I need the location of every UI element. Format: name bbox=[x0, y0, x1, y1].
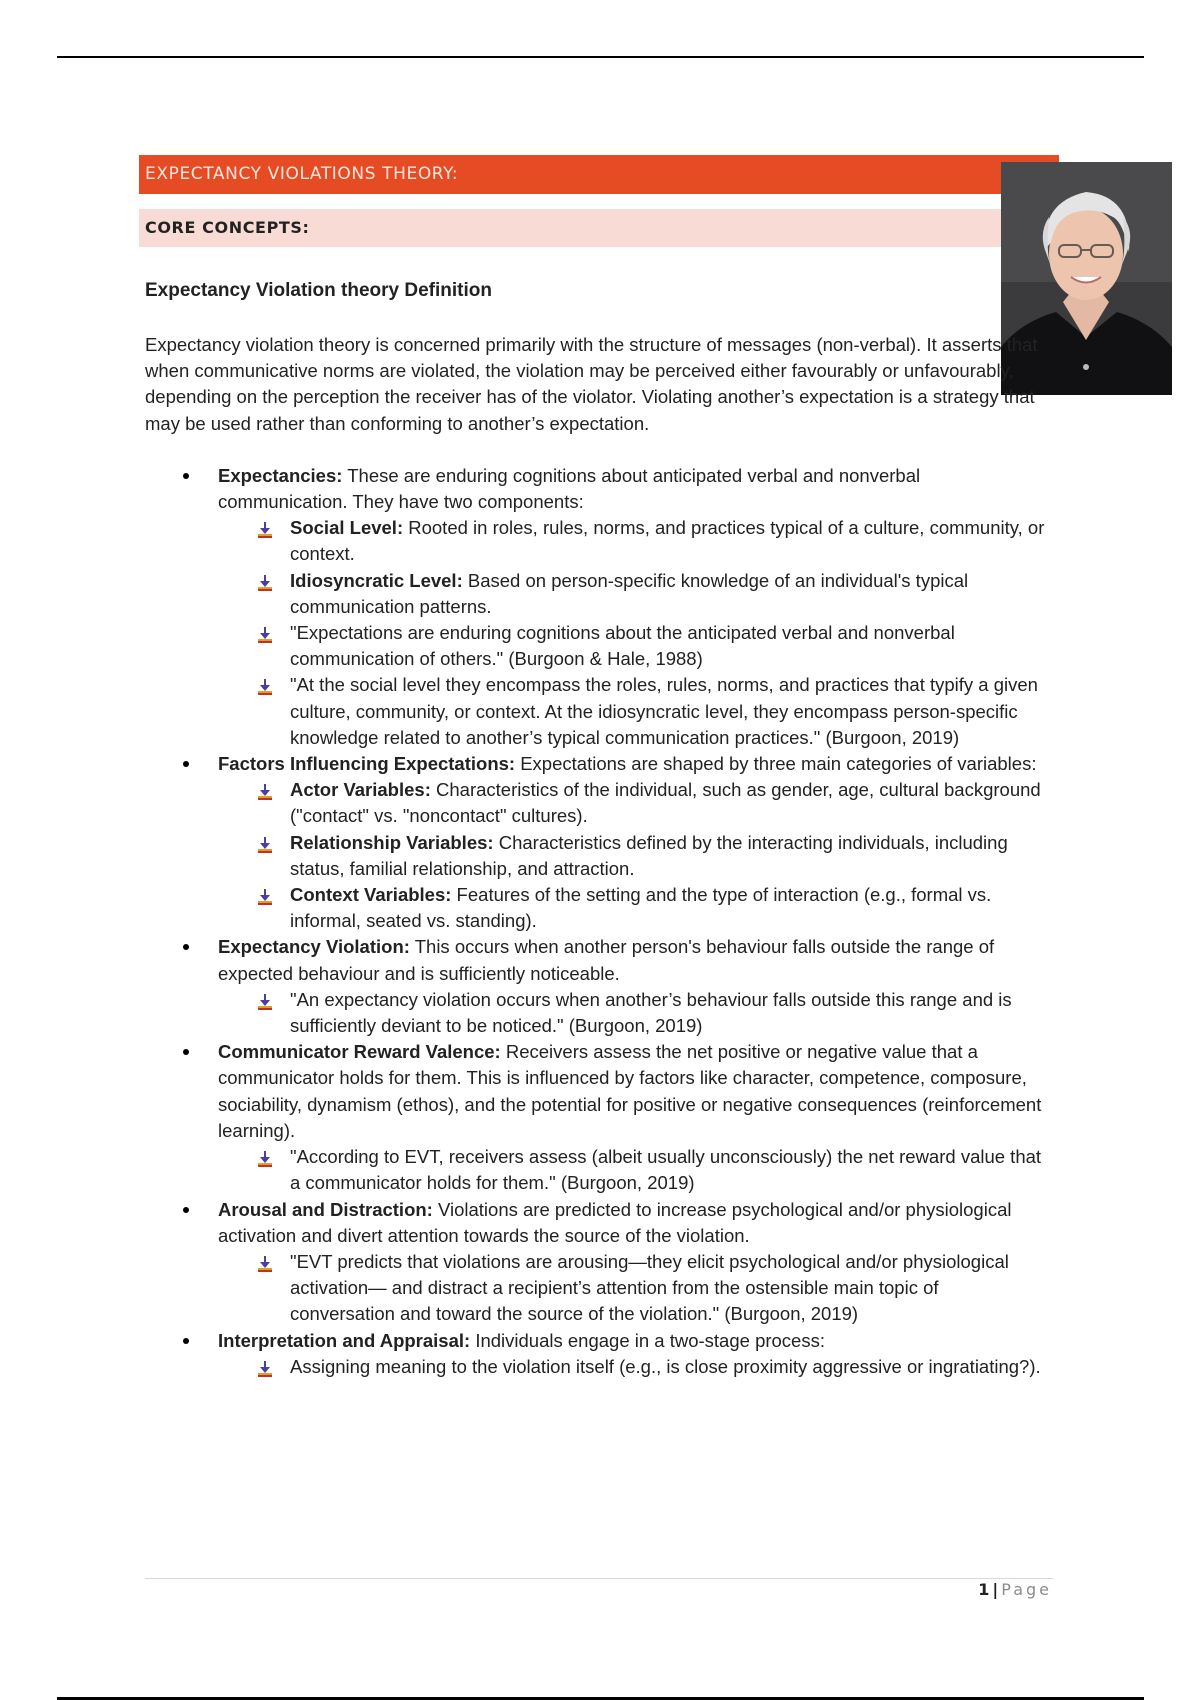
bullet-icon bbox=[183, 1207, 189, 1213]
bullet-icon bbox=[183, 761, 189, 767]
arrow-bullet-icon bbox=[255, 676, 275, 696]
sub-list-item bbox=[145, 1249, 1045, 1328]
definition-heading: Expectancy Violation theory Definition bbox=[145, 280, 492, 301]
concept-term: Communicator Reward Valence: bbox=[218, 1041, 501, 1063]
definition-paragraph: Expectancy violation theory is concerned primarily with the structure of messages (non-verbal). It asserts that when communicative norms are violated, the violation may be perceived either favourably or unfavourably, depending on the perception the receiver has of the violator. Violating another’s expectation is a strategy that may be used rather than conforming to another’s expectation. bbox=[145, 334, 1038, 434]
page-number-value: 1 bbox=[978, 1580, 990, 1599]
arrow-bullet-icon bbox=[255, 991, 275, 1011]
arrow-bullet-icon bbox=[255, 1358, 275, 1378]
sub-text: Rooted in roles, rules, norms, and practices typical of a culture, community, or context. bbox=[290, 517, 1045, 565]
list-item bbox=[145, 463, 1045, 751]
sub-text: Assigning meaning to the violation itself (e.g., is close proximity aggressive or ingratiating?). bbox=[290, 1355, 1041, 1377]
bullet-icon bbox=[183, 944, 189, 950]
sub-list bbox=[218, 987, 1045, 1039]
sub-list-item bbox=[145, 515, 1045, 567]
sub-list-item bbox=[145, 987, 1045, 1039]
concept-text: Expectations are shaped by three main categories of variables: bbox=[515, 753, 1037, 775]
sub-list-item bbox=[145, 672, 1045, 751]
page-label: Page bbox=[1001, 1580, 1052, 1599]
arrow-bullet-icon bbox=[255, 781, 275, 801]
concept-text: Individuals engage in a two-stage process: bbox=[470, 1329, 825, 1351]
sub-text: Features of the setting and the type of interaction (e.g., formal vs. informal, seated vs. standing). bbox=[290, 884, 992, 932]
bullet-icon bbox=[183, 473, 189, 479]
theory-title-banner: EXPECTANCY VIOLATIONS THEORY: bbox=[139, 155, 1059, 194]
sub-list bbox=[218, 515, 1045, 751]
sub-term: Actor Variables: bbox=[290, 779, 431, 801]
concept-term: Expectancy Violation: bbox=[218, 936, 410, 958]
sub-list-item bbox=[145, 1354, 1045, 1380]
concept-text: This occurs when another person's behaviour falls outside the range of expected behaviour and is sufficiently noticeable. bbox=[218, 936, 995, 984]
list-item bbox=[145, 1197, 1045, 1328]
arrow-bullet-icon bbox=[255, 1253, 275, 1273]
arrow-bullet-icon bbox=[255, 834, 275, 854]
bullet-icon bbox=[183, 1338, 189, 1344]
arrow-bullet-icon bbox=[255, 886, 275, 906]
sub-list bbox=[218, 777, 1045, 934]
concept-text: Violations are predicted to increase psychological and/or physiological activation and divert attention towards the source of the violation. bbox=[218, 1198, 1012, 1246]
sub-list-item bbox=[145, 620, 1045, 672]
sub-list-item bbox=[145, 830, 1045, 882]
arrow-bullet-icon bbox=[255, 519, 275, 539]
page-number bbox=[900, 1580, 1052, 1599]
list-item bbox=[145, 751, 1045, 934]
concept-term: Arousal and Distraction: bbox=[218, 1198, 433, 1220]
sub-text: "Expectations are enduring cognitions about the anticipated verbal and nonverbal communication of others." (Burgoon & Hale, 1988) bbox=[290, 622, 955, 670]
concept-text: These are enduring cognitions about anticipated verbal and nonverbal communication. They have two components: bbox=[218, 464, 921, 513]
list-item bbox=[145, 1328, 1045, 1380]
sub-list-item bbox=[145, 882, 1045, 934]
sub-term: Social Level: bbox=[290, 517, 404, 539]
sub-term: Idiosyncratic Level: bbox=[290, 569, 463, 591]
top-rule bbox=[57, 56, 1144, 58]
document-body bbox=[145, 272, 1045, 1380]
sub-list bbox=[218, 1354, 1045, 1380]
sub-list-item bbox=[145, 777, 1045, 829]
concept-text: Receivers assess the net positive or negative value that a communicator holds for them. This is influenced by factors like character, competence, composure, sociability, dynamism (ethos), and the potential for positive or negative consequences (reinforcement learning). bbox=[218, 1041, 1042, 1141]
sub-text: "According to EVT, receivers assess (albeit usually unconsciously) the net reward value that a communicator holds for them." (Burgoon, 2019) bbox=[290, 1146, 1042, 1194]
concept-list bbox=[145, 463, 1045, 1380]
arrow-bullet-icon bbox=[255, 624, 275, 644]
sub-text: Based on person-specific knowledge of an individual's typical communication patterns. bbox=[290, 569, 969, 617]
sub-list bbox=[218, 1249, 1045, 1328]
arrow-bullet-icon bbox=[255, 1148, 275, 1168]
bullet-icon bbox=[183, 1049, 189, 1055]
sub-term: Context Variables: bbox=[290, 884, 452, 906]
footer-divider bbox=[145, 1578, 1053, 1579]
arrow-bullet-icon bbox=[255, 572, 275, 592]
sub-text: "An expectancy violation occurs when another’s behaviour falls outside this range and is sufficiently deviant to be noticed." (Burgoon, 2019) bbox=[290, 988, 1012, 1037]
sub-text: "EVT predicts that violations are arousing—they elicit psychological and/or physiological activation— and distract a recipient’s attention from the ostensible main topic of conversation and toward the source of the violation." (Burgoon, 2019) bbox=[290, 1250, 1009, 1325]
list-item bbox=[145, 934, 1045, 1039]
concept-term: Factors Influencing Expectations: bbox=[218, 753, 516, 775]
sub-list bbox=[218, 1144, 1045, 1196]
concept-term: Interpretation and Appraisal: bbox=[218, 1329, 471, 1351]
page-number-separator: | bbox=[992, 1580, 999, 1599]
sub-list-item bbox=[145, 568, 1045, 620]
list-item bbox=[145, 1039, 1045, 1196]
sub-text: Characteristics defined by the interacting individuals, including status, familial relationship, and attraction. bbox=[290, 831, 1008, 879]
sub-term: Relationship Variables: bbox=[290, 831, 494, 853]
concept-term: Expectancies: bbox=[218, 464, 343, 486]
sub-text: Characteristics of the individual, such as gender, age, cultural background ("contact" vs. "noncontact" cultures). bbox=[290, 779, 1041, 827]
sub-text: "At the social level they encompass the roles, rules, norms, and practices that typify a given culture, community, or context. At the idiosyncratic level, they encompass person-specific knowledge related to another’s typical communication practices." (Burgoon, 2019) bbox=[290, 674, 1038, 748]
sub-list-item bbox=[145, 1144, 1045, 1196]
core-concepts-label: CORE CONCEPTS: bbox=[139, 209, 1009, 247]
